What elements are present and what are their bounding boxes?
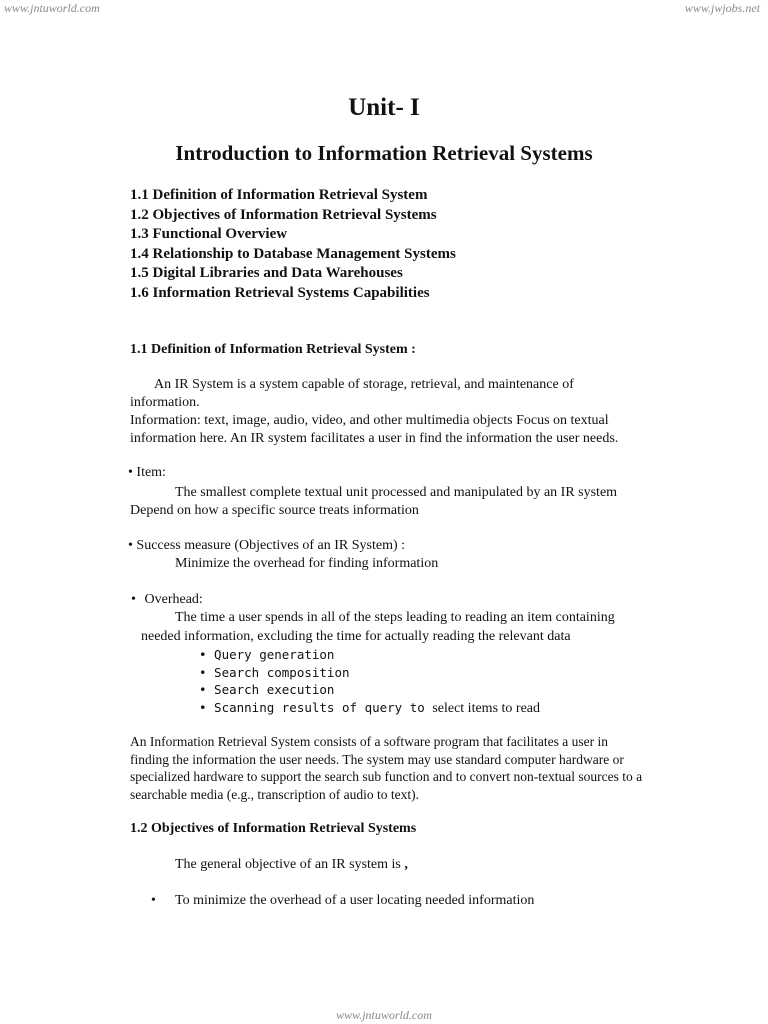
paragraph-line: information here. An IR system facilitates a user in find the information the user needs. (130, 431, 619, 446)
list-item: • Search execution (199, 682, 335, 697)
watermark-top-right[interactable]: www.jwjobs.net (684, 1, 760, 15)
paragraph-line: An IR System is a system capable of storage, retrieval, and maintenance of (154, 377, 574, 392)
overhead-label (131, 591, 203, 609)
list-item: • Search composition (199, 664, 350, 680)
toc-item: 1.3 Functional Overview (130, 226, 288, 243)
chapter-title: Introduction to Information Retrieval Systems (175, 141, 593, 165)
overhead-definition-line-1: The time a user spends in all of the steps leading to reading an item containing (175, 610, 615, 625)
general-objective-text (175, 856, 408, 874)
paragraph-line: information. (130, 395, 200, 410)
watermark-top-left[interactable]: www.jntuworld.com (4, 1, 100, 15)
paragraph-line: searchable media (e.g., transcription of audio to text). (130, 786, 420, 802)
toc-item: 1.4 Relationship to Database Management Systems (130, 245, 456, 262)
item-definition: The smallest complete textual unit processed and manipulated by an IR system (175, 485, 618, 500)
item-label: • Item: (128, 465, 166, 480)
paragraph-line: specialized hardware to support the search sub function and to convert non-textual sources to a (130, 769, 643, 784)
bullet: • (131, 592, 136, 607)
success-measure-label: • Success measure (Objectives of an IR System) : (128, 538, 406, 553)
ir-system-paragraph (130, 733, 690, 803)
section-heading-1-2: 1.2 Objectives of Information Retrieval Systems (130, 821, 417, 836)
objective-bullet: • (151, 893, 156, 908)
toc-item: 1.1 Definition of Information Retrieval System (130, 187, 428, 203)
list-item (199, 699, 540, 718)
watermark-bottom[interactable]: www.jntuworld.com (336, 1008, 432, 1022)
toc-item: 1.5 Digital Libraries and Data Warehouses (130, 265, 403, 282)
success-measure-text: Minimize the overhead for finding information (175, 556, 439, 571)
toc-item: 1.2 Objectives of Information Retrieval Systems (130, 206, 437, 223)
paragraph-line: finding the information the user needs. The system may use standard computer hardware or (130, 751, 624, 767)
list-item-tail: select items to read (432, 700, 540, 716)
overhead-steps-list (199, 646, 540, 717)
paragraph-line: Information: text, image, audio, video, and other multimedia objects Focus on textual (130, 413, 609, 428)
paragraph-line: An Information Retrieval System consists of a software program that facilitates a user in (130, 734, 608, 749)
item-source-note: Depend on how a specific source treats information (130, 503, 419, 518)
table-of-contents (130, 186, 456, 304)
overhead-definition-line-2: needed information, excluding the time for actually reading the relevant data (141, 629, 571, 644)
objective-item: To minimize the overhead of a user locating needed information (175, 893, 535, 908)
general-objective-tail: , (404, 857, 408, 872)
section-heading-1-1: 1.1 Definition of Information Retrieval System : (130, 342, 416, 357)
ir-definition-paragraph (130, 376, 690, 448)
overhead-label-text: Overhead: (144, 592, 203, 607)
unit-title: Unit- I (348, 94, 420, 121)
list-item-text: • Scanning results of query to (199, 699, 425, 715)
general-objective-main: The general objective of an IR system is (175, 857, 401, 872)
list-item: • Query generation (199, 647, 335, 662)
toc-item: 1.6 Information Retrieval Systems Capabilities (130, 284, 430, 301)
